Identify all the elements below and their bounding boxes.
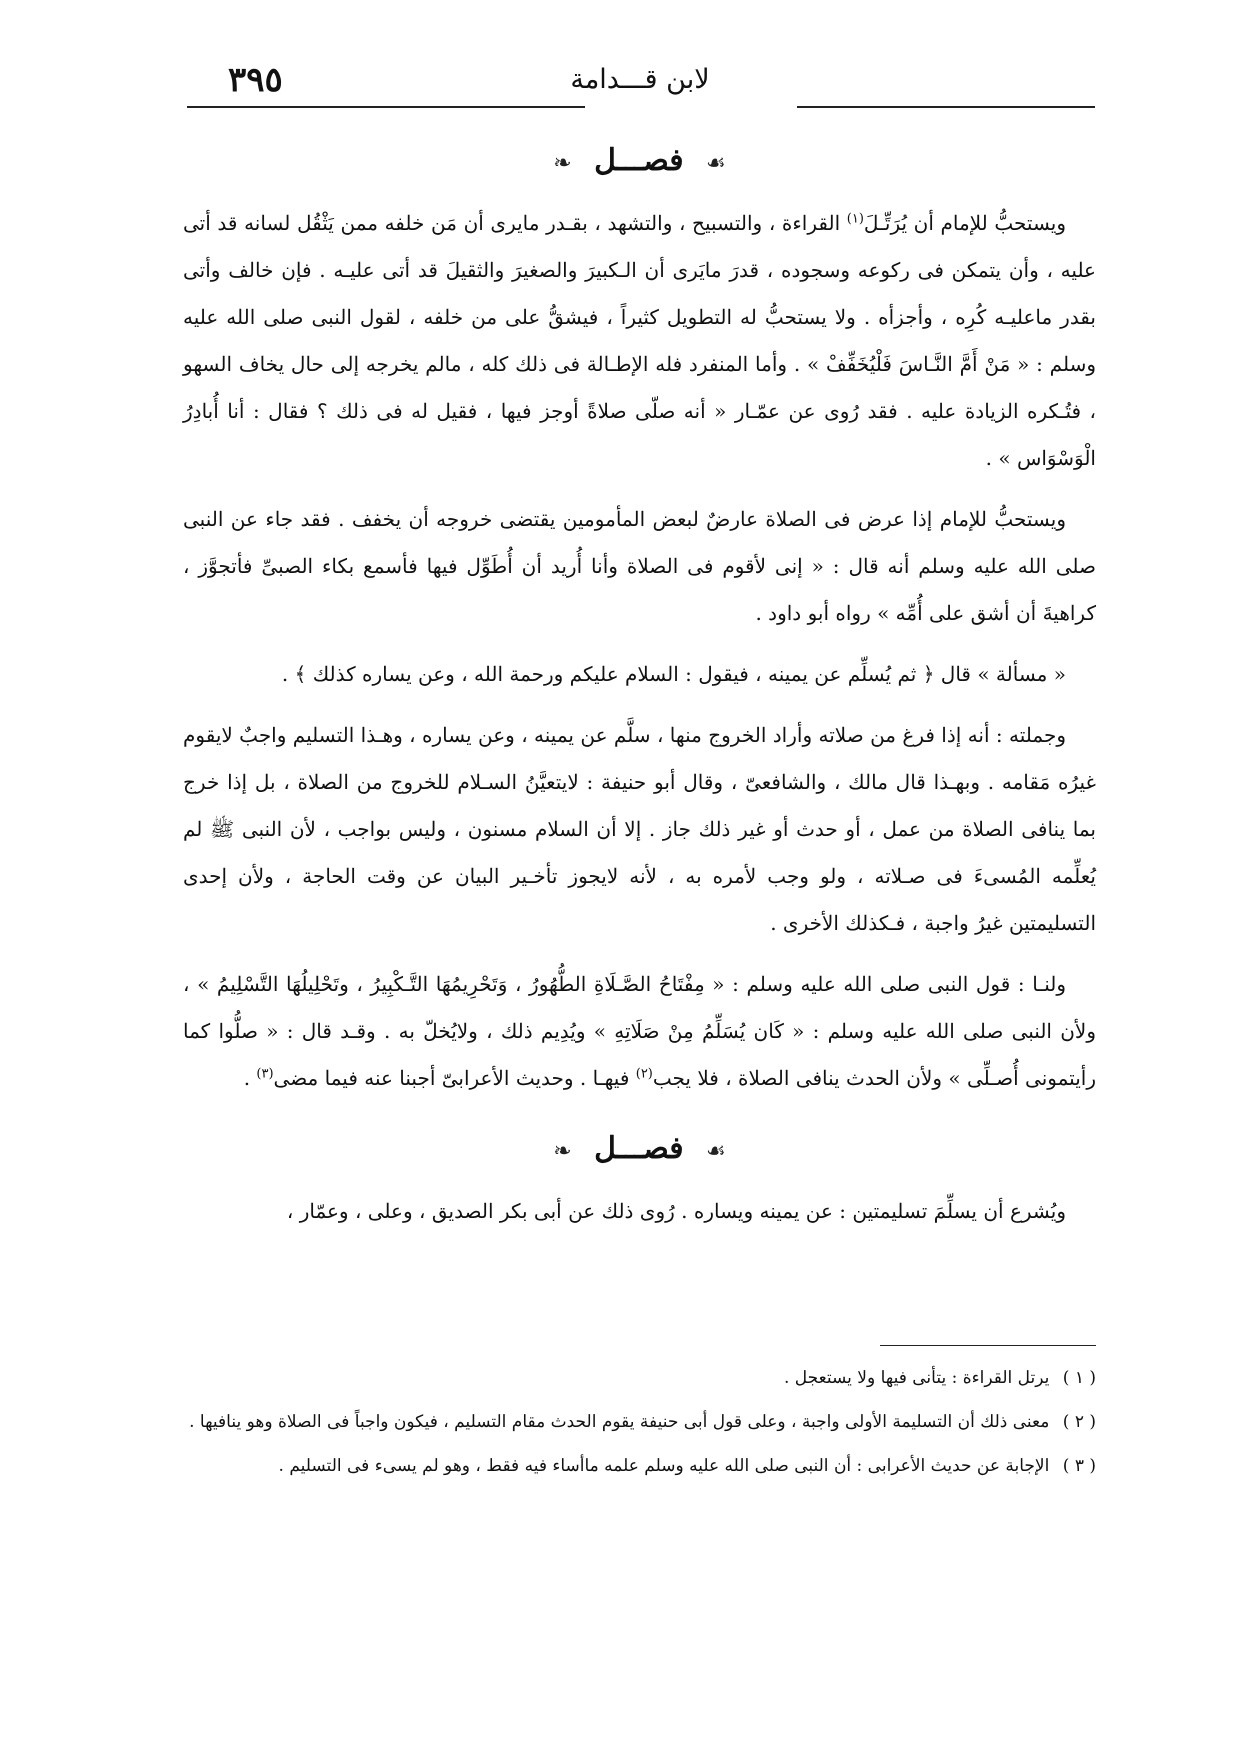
header-rule-right: [797, 106, 1095, 108]
header-rule-left: [187, 106, 585, 108]
section-heading: [183, 1124, 1096, 1174]
paragraph: [183, 496, 1096, 637]
paragraph: [183, 651, 1096, 698]
paragraph-text: « مسألة » قال ﴿ ثم يُسلِّم عن يمينه ، فيقول : السلام عليكم ورحمة الله ، وعن يساره كذلك ﴾ .: [281, 662, 1066, 686]
paragraph-text: ويُشرع أن يسلِّمَ تسليمتين : عن يمينه ويساره . رُوى ذلك عن أبى بكر الصديق ، وعلى ، وعمّار ،: [286, 1199, 1066, 1223]
footnote-reference: (٣): [256, 1066, 274, 1082]
paragraph-text: فيهـا . وحديث الأعرابىّ أجبنا عنه فيما مضى: [273, 1066, 636, 1090]
footnote: [183, 1446, 1096, 1486]
right-ornament-icon: ☙: [706, 1139, 726, 1164]
section-heading-word: فصـــل: [594, 1131, 684, 1166]
footnote: [183, 1358, 1096, 1398]
paragraph-text: ويستحبُّ للإمام أن يُرَتِّـلَ: [863, 211, 1067, 235]
paragraph-text: ويستحبُّ للإمام إذا عرض فى الصلاة عارضٌ لبعض المأمومين يقتضى خروجه أن يخفف . فقد جاء عن النبى صلى الله عليه وسلم أنه قال : « إنى لأقوم فى الصلاة وأنا أُريد أن أُطَوِّل فيها فأسمع بكاء الصبىِّ فأتجوَّز ، كراهيةَ أن أشق على أُمِّه » رواه أبو داود .: [183, 507, 1096, 625]
left-ornament-icon: ❧: [553, 151, 572, 176]
paragraph-text: .: [243, 1066, 257, 1090]
page-header: [180, 58, 1100, 108]
footnote-number: ( ٢ ): [1062, 1412, 1096, 1432]
footnote-reference: (١): [846, 211, 864, 227]
paragraph-text: ولنـا : قول النبى صلى الله عليه وسلم : « مِفْتَاحُ الصَّـلَاةِ الطُّهُورُ ، وَتَحْرِيمُهَا التَّـكْبِيرُ ، وتَحْلِيلُهَا التَّسْلِيمُ » ، ولأن النبى صلى الله عليه وسلم : « كَان يُسَلِّمُ مِنْ صَلَاتِهِ » ويُدِيم ذلك ، ولايُخلّ به . وقـد قال : « صلُّوا كما رأيتمونى أُصـلِّى » ولأن الحدث ينافى الصلاة ، فلا يجب: [183, 972, 1096, 1090]
paragraph: [183, 1188, 1096, 1235]
footnote-separator: [880, 1345, 1096, 1346]
page-number: ٣٩٥: [228, 60, 283, 100]
footnote-number: ( ٣ ): [1062, 1456, 1096, 1476]
running-title: لابن قـــدامة: [570, 64, 710, 95]
footnote-text: الإجابة عن حديث الأعرابى : أن النبى صلى الله عليه وسلم علمه ماأساء فيه فقط ، وهو لم يسىء فى التسليم .: [278, 1456, 1050, 1476]
paragraph-text: وجملته : أنه إذا فرغ من صلاته وأراد الخروج منها ، سلَّم عن يمينه ، وعن يساره ، وهـذا التسليم واجبٌ لايقوم غيرُه مَقامه . وبهـذا قال مالك ، والشافعىّ ، وقال أبو حنيفة : لايتعيَّنُ السـلام للخروج من الصلاة ، بل إذا خرج بما ينافى الصلاة من عمل ، أو حدث أو غير ذلك جاز . إلا أن السلام مسنون ، وليس بواجب ، لأن النبى ﷺ لم يُعلِّمه المُسىءَ فى صـلاته ، ولو وجب لأمره به ، لأنه لايجوز تأخـير البيان عن وقت الحاجة ، ولأن إحدى التسليمتين غيرُ واجبة ، فـكذلك الأخرى .: [183, 723, 1096, 935]
footnote: [183, 1402, 1096, 1442]
footnotes: [183, 1358, 1096, 1490]
section-heading: [183, 136, 1096, 186]
right-ornament-icon: ☙: [706, 151, 726, 176]
section-heading-word: فصـــل: [594, 143, 684, 178]
paragraph-text: القراءة ، والتسبيح ، والتشهد ، بقـدر مايرى أن مَن خلفه ممن يَثْقُل لسانه قد أتى عليه ، وأن يتمكن فى ركوعه وسجوده ، قدرَ مايَرى أن الـكبيرَ والصغيرَ والثقيلَ قد أتى عليـه . فإن خالف وأتى بقدر ماعليـه كُرِه ، وأجزأه . ولا يستحبُّ له التطويل كثيراً ، فيشقُّ على من خلفه ، لقول النبى صلى الله عليه وسلم : « مَنْ أَمَّ النَّـاسَ فَلْيُخَفِّفْ » . وأما المنفرد فله الإطـالة فى ذلك كله ، مالم يخرجه إلى حال يخاف السهو ، فتُـكره الزيادة عليه . فقد رُوى عن عمّـار « أنه صلّى صلاةً أوجز فيها ، فقيل له فى ذلك ؟ فقال : أنا أُبادِرُ الْوَسْوَاس » .: [183, 211, 1096, 470]
footnote-text: يرتل القراءة : يتأنى فيها ولا يستعجل .: [783, 1368, 1050, 1388]
main-text: [183, 136, 1096, 1249]
paragraph: [183, 712, 1096, 947]
footnote-number: ( ١ ): [1062, 1368, 1096, 1388]
left-ornament-icon: ❧: [553, 1139, 572, 1164]
paragraph: [183, 200, 1096, 482]
footnote-reference: (٢): [635, 1066, 653, 1082]
paragraph: [183, 961, 1096, 1102]
footnote-text: معنى ذلك أن التسليمة الأولى واجبة ، وعلى قول أبى حنيفة يقوم الحدث مقام التسليم ، فيكون واجباً فى الصلاة وهو ينافيها .: [189, 1412, 1050, 1432]
